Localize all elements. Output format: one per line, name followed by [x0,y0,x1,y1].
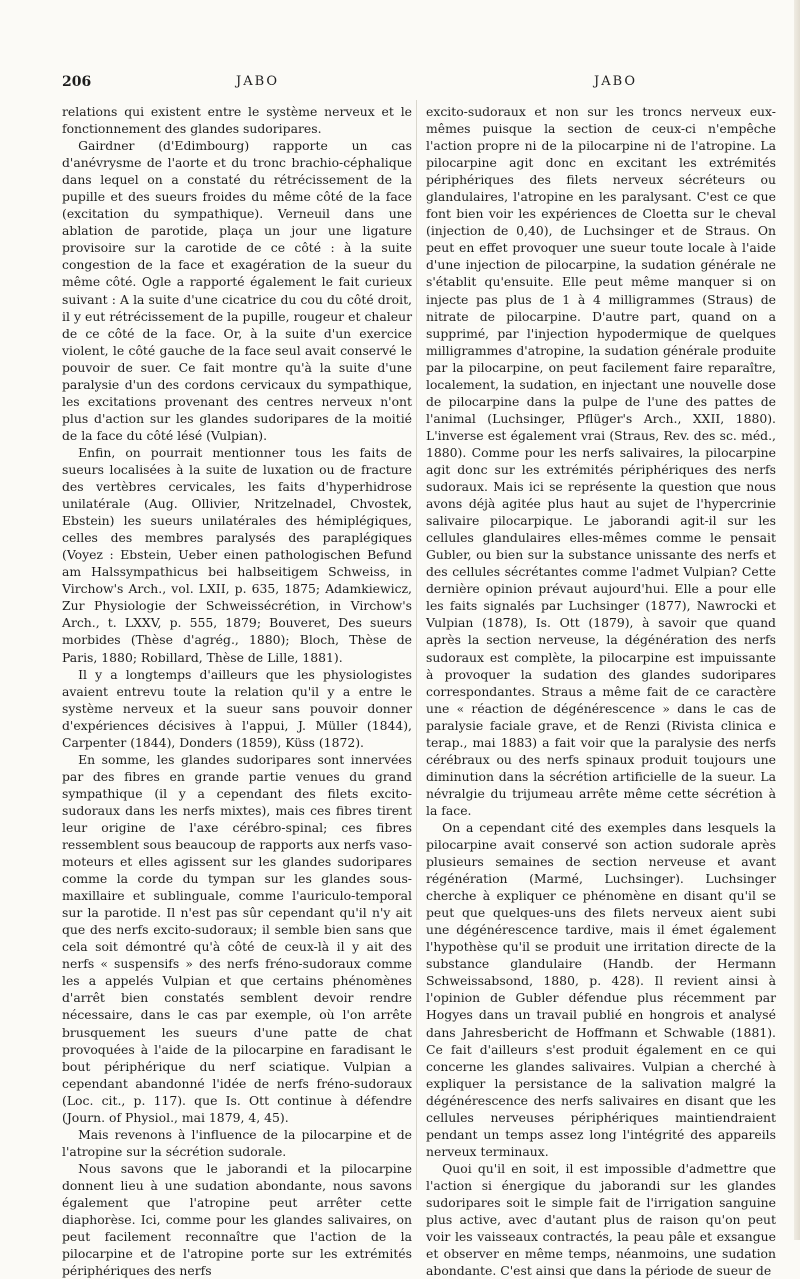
running-head-left: JABO [236,74,280,89]
paragraph: relations qui existent entre le système nerveux et le fonctionnement des glandes sudoripares. [62,104,412,137]
page-header [62,74,772,94]
paragraph: En somme, les glandes sudoripares sont innervées par des fibres en grande partie venues du grand sympathique (il y a cependant des filets excito-sudoraux dans les nerfs mixtes), mais ces fibres tirent leur origine de l'axe cérébro-spinal; ces fibres ressemblent sous beaucoup de rapports aux nerfs vaso-moteurs et elles agissent sur les glandes sudoripares comme la corde du tympan sur les glandes sous-maxillaire et sublinguale, comme l'auriculo-temporal sur la parotide. Il n'est pas sûr cependant qu'il n'y ait que des nerfs excito-sudoraux; il semble bien sans que cela soit démontré qu'à côté de ceux-là il y ait des nerfs « suspensifs » des nerfs fréno-sudoraux comme les a appelés Vulpian et que certains phénomènes d'arrêt bien constatés semblent devoir rendre nécessaire, dans le cas par exemple, où l'on arrête brusquement les sueurs d'une patte de chat provoquées à l'aide de la pilocarpine en faradisant le bout périphérique du nerf sciatique. Vulpian a cependant abandonné l'idée de nerfs fréno-sudoraux (Loc. cit., p. 117). que Is. Ott continue à défendre (Journ. of Physiol., mai 1879, 4, 45). [62,751,412,1125]
page-number: 206 [62,74,92,90]
column-divider [416,100,417,1190]
paragraph: Enfin, on pourrait mentionner tous les faits de sueurs localisées à la suite de luxation ou de fracture des vertèbres cervicales, les faits d'hyperhidrose unilatérale (Aug. Ollivier, Nritzelnadel, Chvostek, Ebstein) les sueurs unilatérales des hémiplégiques, celles des membres paralysés des paraplégiques (Voyez : Ebstein, Ueber einen pathologischen Befund am Halssympathicus bei halbseitigem Schweiss, in Virchow's Arch., vol. LXII, p. 635, 1875; Adamkiewicz, Zur Physiologie der Schweissécrétion, in Virchow's Arch., t. LXXV, p. 555, 1879; Bouveret, Des sueurs morbides (Thèse d'agrég., 1880); Bloch, Thèse de Paris, 1880; Robillard, Thèse de Lille, 1881). [62,444,412,665]
page-edge [794,0,800,1240]
paragraph: Nous savons que le jaborandi et la pilocarpine donnent lieu à une sudation abondante, nous savons également que l'atropine peut arrêter cette diaphorèse. Ici, comme pour les glandes salivaires, on peut facilement reconnaître que l'action de la pilocarpine et de l'atropine porte sur les extrémités périphériques des nerfs [62,1160,412,1279]
paragraph: Il y a longtemps d'ailleurs que les physiologistes avaient entrevu toute la relation qu'il y a entre le système nerveux et la sueur sans pouvoir donner d'expériences décisives à l'appui, J. Müller (1844), Carpenter (1844), Donders (1859), Küss (1872). [62,666,412,750]
paragraph: excito-sudoraux et non sur les troncs nerveux eux-mêmes puisque la section de ceux-ci n'empêche l'action propre ni de la pilocarpine ni de l'atropine. La pilocarpine agit donc en excitant les extrémités périphériques des filets nerveux sécréteurs ou glandulaires, l'atropine en les paralysant. C'est ce que font bien voir les expériences de Cloetta sur le cheval (injection de 0,40), de Luchsinger et de Straus. On peut en effet provoquer une sueur toute locale à l'aide d'une injection de pilocarpine, la sudation générale ne s'établit qu'ensuite. Elle peut même manquer si on injecte pas plus de 1 à 4 milligrammes (Straus) de nitrate de pilocarpine. D'autre part, quand on a supprimé, par l'injection hypodermique de quelques milligrammes d'atropine, la sudation générale produite par la pilocarpine, on peut facilement faire reparaître, localement, la sudation, en injectant une nouvelle dose de pilocarpine dans la pulpe de l'une des pattes de l'animal (Luchsinger, Pflüger's Arch., XXII, 1880). L'inverse est également vrai (Straus, Rev. des sc. méd., 1880). Comme pour les nerfs salivaires, la pilocarpine agit donc sur les extrémités périphériques des nerfs sudoraux. Mais ici se représente la question que nous avons déjà agitée plus haut au sujet de l'hypercrinie salivaire pilocarpique. Le jaborandi agit-il sur les cellules glandulaires elles-mêmes comme le pensait Gubler, ou bien sur la substance unissante des nerfs et des cellules sécrétantes comme l'admet Vulpian? Cette dernière opinion prévaut aujourd'hui. Elle a pour elle les faits signalés par Luchsinger (1877), Nawrocki et Vulpian (1878), Is. Ott (1879), à savoir que quand après la section nerveuse, la dégénération des nerfs sudoraux est complète, la pilocarpine est impuissante à provoquer la sudation des glandes sudoripares correspondantes. Straus a même fait de ce caractère une « réaction de dégénérescence » dans le cas de paralysie faciale grave, et de Renzi (Rivista clinica e terap., mai 1883) a fait voir que la paralysie des nerfs cérébraux ou des nerfs spinaux produit toujours une diminution dans la sécrétion artificielle de la sueur. La névralgie du trijumeau arrête même cette sécrétion à la face. [426,104,776,818]
paragraph: Mais revenons à l'influence de la pilocarpine et de l'atropine sur la sécrétion sudorale. [62,1126,412,1159]
running-head-right: JABO [594,74,638,89]
paragraph: On a cependant cité des exemples dans lesquels la pilocarpine avait conservé son action sudorale après plusieurs semaines de section nerveuse et avant régénération (Marmé, Luchsinger). Luchsinger cherche à expliquer ce phénomène en disant qu'il se peut que quelques-uns des filets nerveux aient subi une dégénérescence tardive, mais il émet également l'hypothèse qu'il se produit une irritation directe de la substance glandulaire (Handb. der Hermann Schweissabsond, 1880, p. 428). Il revient ainsi à l'opinion de Gubler défendue plus récemment par Hogyes dans un travail publié en hongrois et analysé dans Jahresbericht de Hoffmann et Schwable (1881). Ce fait d'ailleurs s'est produit également en ce qui concerne les glandes salivaires. Vulpian a cherché à expliquer la persistance de la salivation malgré la dégénérescence des nerfs salivaires en disant que les cellules nerveuses périphériques maintiendraient pendant un temps assez long l'intégrité des appareils nerveux terminaux. [426,819,776,1159]
paragraph: Gairdner (d'Edimbourg) rapporte un cas d'anévrysme de l'aorte et du tronc brachio-céphalique dans lequel on a constaté du rétrécissement de la pupille et des sueurs froides du même côté de la face (excitation du sympathique). Verneuil dans une ablation de parotide, plaça un jour une ligature provisoire sur la carotide de ce côté : à la suite congestion de la face et exagération de la sueur du même côté. Ogle a rapporté également le fait curieux suivant : A la suite d'une cicatrice du cou du côté droit, il y eut rétrécissement de la pupille, rougeur et chaleur de ce côté de la face. Or, à la suite d'un exercice violent, le côté gauche de la face seul avait conservé le pouvoir de suer. Ce fait montre qu'à la suite d'une paralysie d'un des cordons cervicaux du sympathique, les excitations provenant des centres nerveux n'ont plus d'action sur les glandes sudoripares de la moitié de la face du côté lésé (Vulpian). [62,138,412,443]
left-column [62,103,412,1279]
right-column [426,103,776,1279]
paragraph: Quoi qu'il en soit, il est impossible d'admettre que l'action si énergique du jaborandi sur les glandes sudoripares soit le simple fait de l'irrigation sanguine plus active, avec d'autant plus de raison qu'on peut voir les vaisseaux contractés, la peau pâle et exsangue et observer en même temps, néanmoins, une sudation abondante. C'est ainsi que dans la période de sueur de [426,1160,776,1279]
